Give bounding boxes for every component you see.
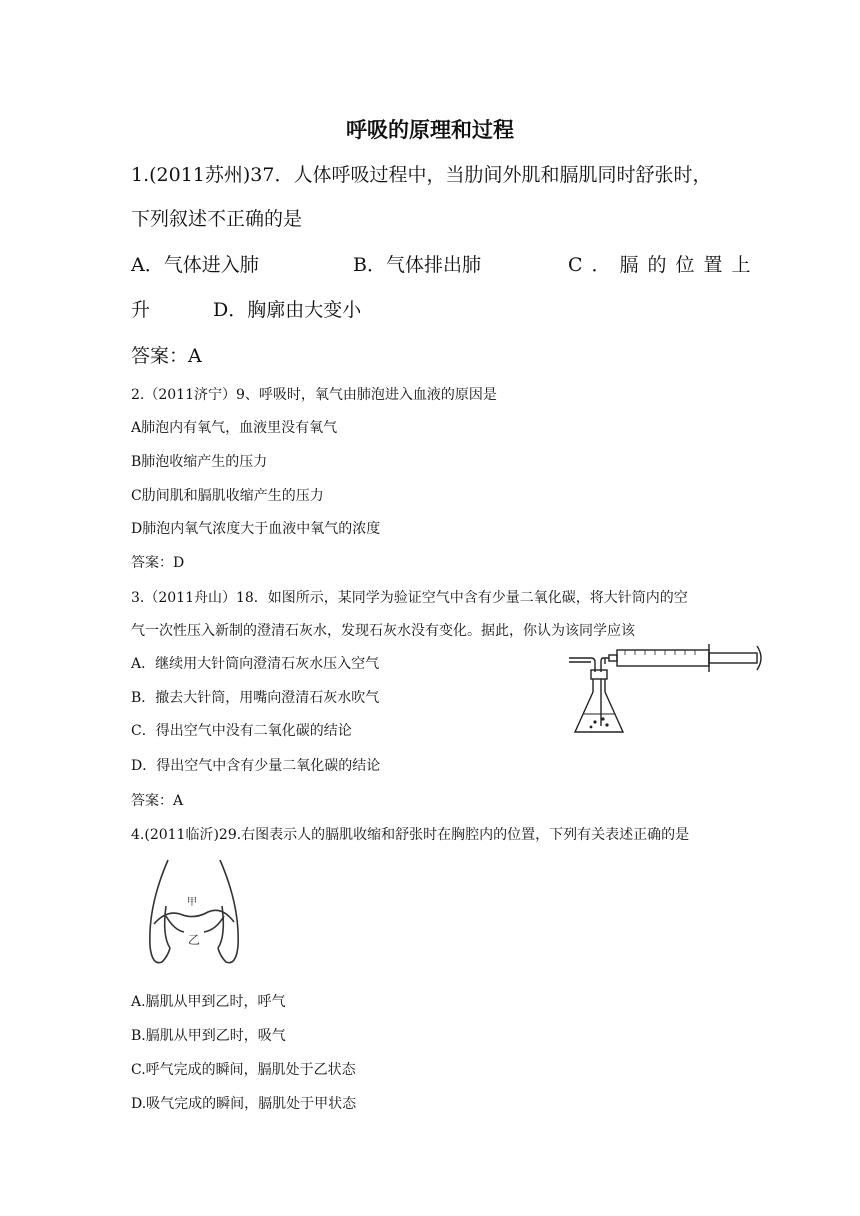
- q1-option-c: C．膈的位置上: [568, 254, 760, 276]
- q1-stem-line1: 1.(2011苏州)37．人体呼吸过程中，当肋间外肌和膈肌同时舒张时，: [131, 164, 712, 186]
- q1-option-b: B．气体排出肺: [353, 254, 481, 276]
- syringe-flask-figure: [565, 640, 775, 745]
- q4-stem: 4.(2011临沂)29.右图表示人的膈肌收缩和舒张时在胸腔内的位置，下列有关表述正确的是: [131, 827, 690, 843]
- q3-option-d: D．得出空气中含有少量二氧化碳的结论: [131, 758, 381, 774]
- q2-answer: 答案：D: [131, 555, 185, 571]
- q1-stem-line2: 下列叙述不正确的是: [131, 208, 303, 230]
- q2-option-c: C肋间肌和膈肌收缩产生的压力: [131, 488, 324, 504]
- label-jia: 甲: [187, 897, 197, 908]
- q2-option-a: A肺泡内有氧气，血液里没有氧气: [131, 420, 338, 436]
- q1-option-d: D．胸廓由大变小: [213, 299, 362, 321]
- page-title: 呼吸的原理和过程: [346, 117, 514, 142]
- q1-answer: 答案：A: [131, 345, 202, 367]
- q3-option-a: A．继续用大针筒向澄清石灰水压入空气: [131, 656, 380, 672]
- label-yi: 乙: [187, 933, 201, 947]
- q2-stem: 2.（2011济宁）9、呼吸时，氧气由肺泡进入血液的原因是: [131, 387, 497, 403]
- q3-answer: 答案：A: [131, 793, 184, 809]
- q3-option-b: B．撤去大针筒，用嘴向澄清石灰水吹气: [131, 690, 380, 706]
- q4-option-c: C.呼气完成的瞬间，膈肌处于乙状态: [131, 1062, 356, 1078]
- q4-option-b: B.膈肌从甲到乙时，吸气: [131, 1028, 286, 1044]
- q1-option-c-cont: 升: [131, 299, 151, 321]
- q3-stem-line1: 3.（2011舟山）18．如图所示，某同学为验证空气中含有少量二氧化碳，将大针筒内的空: [131, 590, 688, 606]
- diaphragm-diagram: [140, 856, 245, 971]
- q2-option-b: B肺泡收缩产生的压力: [131, 454, 268, 470]
- q2-option-d: D肺泡内氧气浓度大于血液中氧气的浓度: [131, 521, 381, 537]
- q4-option-d: D.吸气完成的瞬间，膈肌处于甲状态: [131, 1096, 357, 1112]
- q3-option-c: C．得出空气中没有二氧化碳的结论: [131, 723, 352, 739]
- q1-option-a: A．气体进入肺: [131, 254, 259, 276]
- q4-option-a: A.膈肌从甲到乙时，呼气: [131, 994, 286, 1010]
- q3-stem-line2: 气一次性压入新制的澄清石灰水，发现石灰水没有变化。据此，你认为该同学应该: [131, 623, 635, 639]
